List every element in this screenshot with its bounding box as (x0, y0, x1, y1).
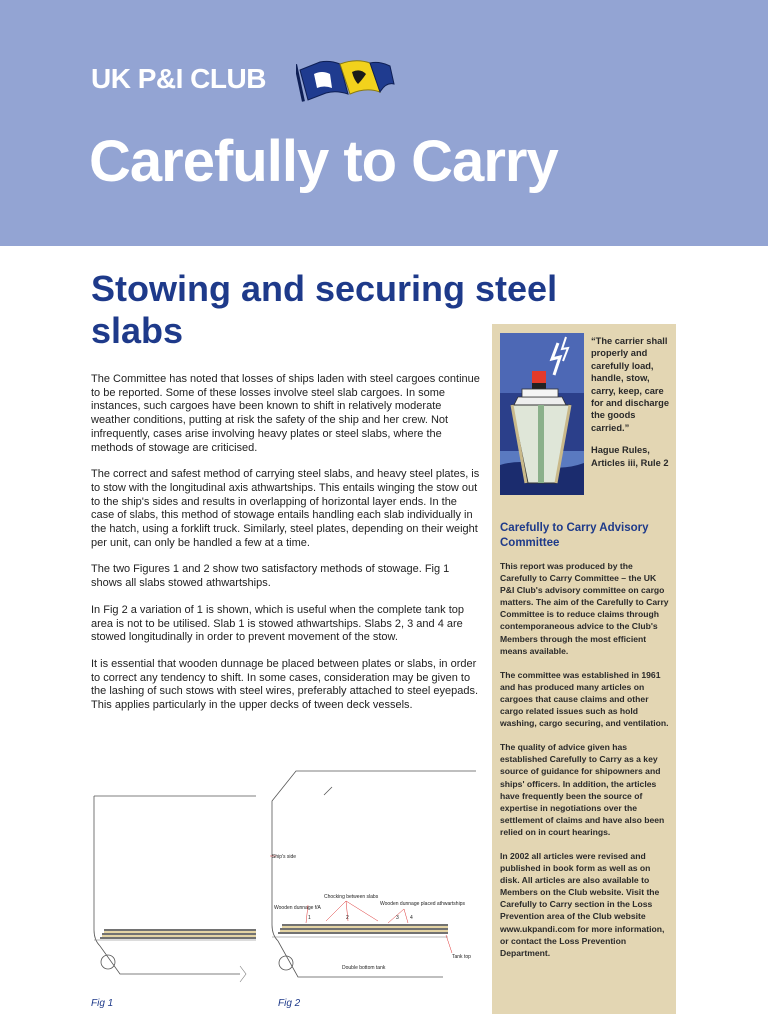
article-paragraph: It is essential that wooden dunnage be placed between plates or slabs, in order to correct any tendency to shift. In some cases, consideration may be given to the lashing of such stows with steel wires, preferably attached to steel eyepads. This applies particularly in the upper decks of tween deck vessels. (91, 657, 479, 712)
ship-illustration (500, 333, 584, 495)
article-paragraph: In Fig 2 a variation of 1 is shown, which is useful when the complete tank top area is not to be utilised. Slab 1 is stowed athwartships. Slabs 2, 3 and 4 are stowed longitudinally in order to prevent movement of the stow. (91, 603, 464, 644)
label-double-bottom: Double bottom tank (342, 965, 386, 971)
article-paragraph: The correct and safest method of carrying steel slabs, and heavy steel plates, is to stow with the longitudinal axis athwartships. This entails winging the stow out to the ship's sides and results in overlapping of horizontal layer ends. In the case of slabs, this method of stowage entails handling each slab individually in the hatch, using a forklift truck. Similarly, steel plates, depending on their weight per unit, can only be handled a few at a time. (91, 468, 480, 549)
article-paragraph: The Committee has noted that losses of ships laden with steel cargoes continue to be reported. Some of these losses involve steel slab cargoes. In some instances, such cargoes have been known to shift in relatively moderate weather conditions, putting at risk the safety of the ship and her crew. Not infrequently, cases arise involving heavy plates or steel slabs, where the methods of stowage are criticised. (91, 373, 480, 454)
article-paragraph: The two Figures 1 and 2 show two satisfactory methods of stowage. Fig 1 shows all slabs stowed athwartships. (91, 563, 450, 590)
label-tank-top: Tank top (452, 954, 471, 960)
label-slab-4: 4 (410, 915, 413, 921)
label-slab-2: 2 (346, 915, 349, 921)
figure-2-caption: Fig 2 (278, 998, 301, 1009)
quote-text: “The carrier shall properly and carefully load, handle, stow, carry, keep, care for and discharge the goods carried.” (591, 336, 670, 433)
label-slab-3: 3 (396, 915, 399, 921)
figure-1-diagram (90, 790, 260, 990)
label-dunnage-athwart: Wooden dunnage placed athwartships (380, 901, 465, 907)
sidebar-paragraph: This report was produced by the Carefully to Carry Committee – the UK P&I Club's advisory committee on cargo matters. The aim of the Carefully to Carry Committee is to reduce claims through contemporaneous advice to the Club's Members through the most efficient means available. (500, 561, 669, 656)
sidebar-paragraph: The quality of advice given has established Carefully to Carry as a key source of guidance for shipowners and ships' officers. In addition, the articles have frequently been the source of expertise in negotiations over the settlement of claims and have also been relied on in court hearings. (500, 742, 665, 837)
sidebar-paragraph: In 2002 all articles were revised and published in book form as well as on disk. All articles are also available to Members on the Club website. Visit the Carefully to Carry section in the Loss Prevention area of the Club website www.ukpandi.com for more information, or contact the Loss Prevention Department. (500, 850, 665, 958)
header-banner (0, 0, 768, 246)
committee-body (500, 560, 670, 971)
club-name: UK P&I CLUB (91, 63, 266, 94)
series-title: Carefully to Carry (89, 129, 558, 194)
club-flags-logo-icon (296, 54, 396, 104)
label-ships-side: Ship's side (272, 854, 297, 860)
quote-source: Hague Rules, Articles iii, Rule 2 (591, 445, 669, 468)
label-slab-1: 1 (308, 915, 311, 921)
committee-heading: Carefully to Carry Advisory Committee (500, 522, 649, 549)
hague-rules-quote (591, 335, 673, 479)
figure-1-caption: Fig 1 (91, 998, 114, 1009)
article-body (91, 373, 481, 726)
sidebar-paragraph: The committee was established in 1961 and has produced many articles on cargoes that cause claims and other cargo related issues such as hold washing, cargo securing, and ventilation. (500, 669, 669, 729)
label-dunnage-fa: Wooden dunnage f/A (274, 905, 321, 911)
figure-2-diagram (268, 765, 478, 990)
label-chocking: Chocking between slabs (324, 894, 379, 900)
article-title: Stowing and securing steel slabs (91, 268, 558, 351)
